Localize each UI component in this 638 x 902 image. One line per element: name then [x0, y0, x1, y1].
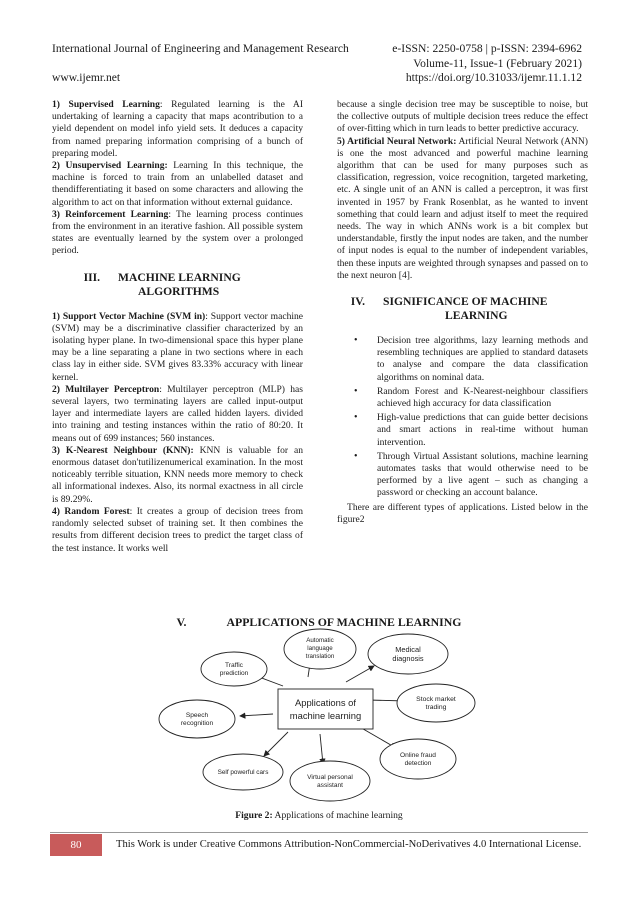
paragraph-svm: [52, 311, 303, 384]
paragraph-text: : Regulated learning is the AI undertaking of learning a capacity that maps acontribution to a yield dependent on model info yield sets. It deduces a capacity from named preparing information comprising of a bunch of preparing model.: [52, 99, 303, 159]
caption-text: Applications of machine learning: [272, 810, 403, 821]
node-label: prediction: [219, 670, 249, 677]
significance-list: [337, 335, 588, 500]
list-item: • Decision tree algorithms, lazy learning methods and resembling techniques are applied to standard datasets to analyse and compare the data classification algorithms on nominal data.: [337, 335, 588, 384]
paragraph-mlp: [52, 384, 303, 445]
journal-name: International Journal of Engineering and Management Research: [52, 42, 349, 55]
node-stock: [397, 684, 475, 722]
paragraph-unsupervised: [52, 160, 303, 209]
node-label: Online fraud: [400, 752, 436, 759]
arrow-assistant: [320, 734, 323, 764]
doi-link[interactable]: https://doi.org/10.31033/ijemr.11.1.12: [405, 71, 582, 84]
paragraph-knn: [52, 445, 303, 506]
node-label: Virtual personal: [307, 774, 353, 781]
node-label: detection: [404, 760, 432, 767]
paragraph-text: Learning In this technique, the machine is forced to train from an unlabelled dataset and thendifferentiating it based on some characters and allowing the algorithm to act on that information without external guidance.: [52, 160, 303, 208]
volume-issue: Volume-11, Issue-1 (February 2021): [413, 57, 582, 70]
footer-divider: [50, 832, 588, 833]
term-label: 3) Reinforcement Learning: [52, 208, 169, 220]
right-column: [337, 99, 588, 526]
list-item: • Random Forest and K-Nearest-neighbour classifiers achieved high accuracy for data classification: [337, 386, 588, 410]
node-label: assistant: [316, 782, 344, 789]
section-title-line1: MACHINE LEARNING: [118, 270, 241, 284]
node-label: diagnosis: [392, 654, 424, 663]
term-label: 4) Random Forest: [52, 505, 130, 517]
section-title-line2: LEARNING: [445, 309, 508, 323]
paragraph-random-forest: [52, 506, 303, 555]
paragraph-text: : Support vector machine (SVM) may be a discriminative classifier characterized by an isolating hyper plane. In two-dimensional space this hyper plane may be a line separating a plane in two sections where in each class lay in either side. SVM gives 83.33% accuracy with linear kernel.: [52, 310, 303, 383]
left-column: [52, 99, 303, 555]
arrow-cars: [264, 732, 288, 756]
term-label: 3) K-Nearest Neighbour (KNN):: [52, 444, 194, 456]
node-label: Speech: [185, 712, 209, 719]
term-label: 1) Supervised Learning: [52, 99, 160, 110]
issn: e-ISSN: 2250-0758 | p-ISSN: 2394-6962: [392, 42, 582, 55]
paragraph-supervised: [52, 99, 303, 160]
node-label: recognition: [180, 720, 214, 727]
paragraph-applications-intro: There are different types of applications. Listed below in the figure2: [337, 501, 588, 525]
node-assistant: [290, 761, 370, 801]
section-title-line1: SIGNIFICANCE OF MACHINE: [383, 295, 548, 309]
paragraph-text: : Multilayer perceptron (MLP) has several layers, two terminating layers are called input-output layer and intermediate layers are called hidden layers. divided into training and testing instances within the ratio of 80:20. It means out of 699 instances; 560 instances.: [52, 383, 304, 444]
paragraph-text: Artificial Neural Network (ANN) is one the most advanced and powerful machine learning algorithm that can be used for many purposes such as classification, regression, voice recognition, targeted marketing, etc. A single unit of an ANN is called a perceptron, it was first invented in 1957 by Frank Rosenblat, as he wanted to invent something that could learn and adjust itself to meet the required needs. The way in which ANNs work is a bit complex but understandable, firstly the input nodes are taken, and the number of input nodes is equal to the number of independent variables, then these inputs are weighted through synapses and passed on to the next neuron [4].: [337, 135, 588, 281]
center-box: [278, 689, 373, 729]
arrow-medical: [346, 666, 374, 682]
paragraph-text: : The learning process continues from the environment in an iterative fashion. All possible system states are eventually learned by the system over a prolonged period.: [52, 208, 303, 257]
node-label: Automatic: [306, 637, 334, 644]
node-label: language: [307, 645, 333, 652]
section-title: APPLICATIONS OF MACHINE LEARNING: [226, 615, 462, 629]
section-title-line2: ALGORITHMS: [138, 284, 220, 298]
section-heading-3: [52, 271, 303, 299]
section-heading-4: [337, 295, 588, 323]
term-label: 5) Artificial Neural Network:: [337, 135, 457, 147]
license-text: This Work is under Creative Commons Attribution-NonCommercial-NoDerivatives 4.0 International License.: [116, 839, 582, 850]
arrow-speech: [240, 714, 273, 716]
term-label: 2) Unsupervised Learning:: [52, 160, 168, 172]
caption-label: Figure 2:: [235, 810, 273, 821]
center-label: Applications of: [295, 697, 356, 708]
website-link[interactable]: www.ijemr.net: [52, 71, 121, 84]
node-label: Traffic: [225, 662, 243, 669]
paragraph-random-forest-cont: because a single decision tree may be susceptible to noise, but the collective outputs of multiple decision trees reduce the effect of over-fitting which in turn leads to better predictive accuracy.: [337, 99, 588, 135]
node-label: trading: [425, 704, 447, 711]
node-label: Stock market: [416, 696, 456, 703]
node-label: Medical: [395, 645, 421, 654]
node-speech: [159, 700, 235, 738]
term-label: 1) Support Vector Machine (SVM in): [52, 310, 206, 322]
node-label: translation: [305, 653, 335, 660]
center-label: machine learning: [289, 710, 362, 721]
section-number: V.: [176, 615, 187, 629]
paragraph-text: KNN is valuable for an enormous dataset don'tutilizenumerical examination. In the most noticeably terrible situation, KNN needs more memory to check all informational indexes. Also, its normal exactness in all circle is 89.29%.: [52, 444, 303, 505]
page-number: 80: [50, 834, 102, 856]
paragraph-reinforcement: [52, 209, 303, 258]
term-label: 2) Multilayer Perceptron: [52, 383, 160, 395]
list-item: • High-value predictions that can guide better decisions and smart actions in real-time without human intervention.: [337, 412, 588, 449]
paragraph-text: : It creates a group of decision trees from randomly selected subset of training set. It then combines the results from different decision trees to predict the target class of the test instance. It works well: [52, 505, 304, 554]
figure-caption: [0, 810, 638, 821]
node-fraud: [380, 739, 456, 779]
section-number: III.: [83, 270, 100, 284]
node-label: Self powerful cars: [217, 769, 269, 776]
list-item: • Through Virtual Assistant solutions, machine learning automates tasks that would otherwise need to be performed by a live agent – such as changing a password or checking an account balance.: [337, 451, 588, 500]
applications-diagram: [148, 628, 493, 806]
paragraph-ann: [337, 136, 588, 282]
section-number: IV.: [350, 295, 365, 309]
node-traffic: [201, 652, 267, 686]
